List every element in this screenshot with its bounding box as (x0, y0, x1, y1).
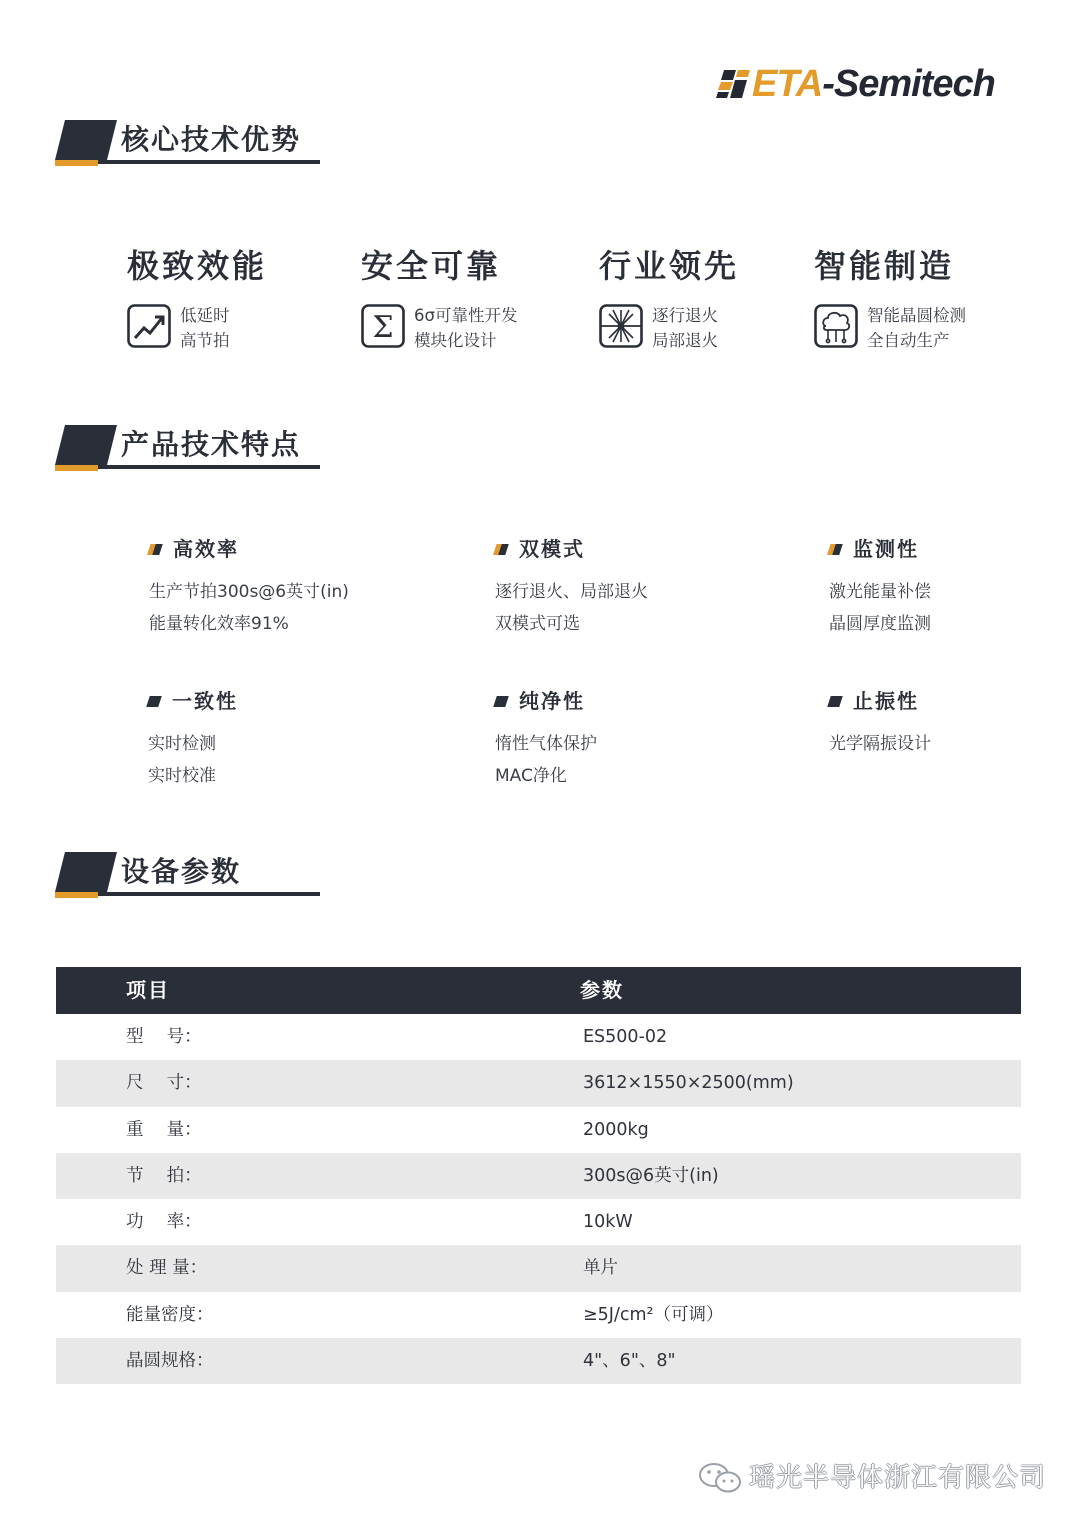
bullet-icon (146, 696, 162, 707)
feature-line: 激光能量补偿 (829, 582, 931, 602)
trend-chart-icon (127, 304, 171, 348)
watermark-text: 瑶光半导体浙江有限公司 (749, 1463, 1047, 1493)
row-key: 尺 寸： (126, 1073, 202, 1094)
feature-line: 能量转化效率91% (149, 614, 289, 634)
advantage-line: 局部退火 (652, 331, 718, 350)
bullet-icon (493, 544, 509, 555)
advantage-line: 模块化设计 (414, 331, 497, 350)
advantage-item (127, 238, 367, 350)
header-block-icon (55, 852, 117, 892)
header-underline-accent (55, 465, 98, 471)
advantage-title: 安全可靠 (361, 247, 502, 285)
section-title: 设备参数 (121, 855, 242, 888)
row-value: 3612×1550×2500(mm) (583, 1073, 794, 1094)
section-header-params (55, 852, 321, 902)
feature-line: 实时检测 (148, 734, 216, 754)
smart-chip-icon (814, 304, 858, 348)
advantage-line: 智能晶圆检测 (867, 306, 966, 325)
feature-title: 监测性 (853, 537, 919, 561)
feature-item (495, 534, 795, 640)
logo-mark-icon (716, 68, 752, 100)
section-header-core (55, 120, 321, 170)
wechat-watermark (697, 1458, 1057, 1498)
feature-title: 高效率 (173, 537, 239, 561)
table-row (56, 1153, 1021, 1199)
table-row (56, 1199, 1021, 1245)
feature-title: 纯净性 (519, 689, 585, 713)
feature-item (148, 686, 448, 792)
row-value: 2000kg (583, 1119, 649, 1140)
table-row (56, 1014, 1021, 1060)
section-title: 产品技术特点 (121, 428, 302, 461)
table-row (56, 1338, 1021, 1384)
header-underline-accent (55, 160, 98, 166)
spec-table (56, 967, 1021, 1384)
company-logo (712, 62, 1032, 106)
feature-line: 晶圆厚度监测 (829, 614, 931, 634)
advantage-line: 高节拍 (180, 331, 230, 350)
laser-burst-icon (599, 304, 643, 348)
row-key: 重 量： (126, 1119, 202, 1140)
row-key: 节 拍： (126, 1165, 202, 1186)
row-key: 晶圆规格： (126, 1351, 214, 1372)
column-header-param: 参数 (580, 978, 624, 1002)
row-value: 10kW (583, 1212, 633, 1233)
feature-line: 光学隔振设计 (829, 734, 931, 754)
advantage-title: 行业领先 (599, 247, 740, 285)
advantage-line: 低延时 (180, 306, 230, 325)
row-value: ES500-02 (583, 1027, 668, 1047)
row-value: ≥5J/cm²（可调） (583, 1304, 724, 1325)
logo-semitech: Semitech (833, 63, 995, 105)
header-underline-accent (55, 892, 98, 898)
header-block-icon (55, 120, 117, 160)
feature-line: 生产节拍300s@6英寸(in) (149, 582, 349, 602)
feature-item (829, 686, 1080, 760)
sigma-icon (361, 304, 405, 348)
feature-line: 实时校准 (148, 766, 216, 786)
header-block-icon (55, 425, 117, 465)
bullet-icon (147, 544, 163, 555)
row-key: 处 理 量： (126, 1258, 208, 1279)
advantage-title: 智能制造 (814, 247, 955, 285)
feature-title: 止振性 (853, 689, 919, 713)
advantage-line: 6σ可靠性开发 (414, 306, 518, 325)
bullet-icon (827, 696, 843, 707)
row-key: 型 号： (126, 1027, 202, 1047)
bullet-icon (827, 544, 843, 555)
feature-item (829, 534, 1080, 640)
feature-line: 逐行退火、局部退火 (495, 582, 648, 602)
row-key: 能量密度： (126, 1304, 214, 1325)
column-header-item: 项目 (126, 978, 170, 1002)
logo-eta: ETA (752, 63, 823, 105)
feature-title: 一致性 (172, 689, 238, 713)
row-key: 功 率： (126, 1212, 202, 1233)
advantage-item (814, 238, 1054, 350)
advantage-line: 全自动生产 (867, 331, 950, 350)
advantage-item (599, 238, 839, 350)
section-header-product (55, 425, 321, 475)
table-row (56, 1292, 1021, 1338)
logo-dash: - (822, 63, 834, 105)
table-row (56, 1060, 1021, 1106)
advantage-item (361, 238, 601, 350)
table-row (56, 1245, 1021, 1291)
advantage-title: 极致效能 (127, 247, 268, 285)
advantage-line: 逐行退火 (652, 306, 718, 325)
svg-text:Σ: Σ (372, 310, 394, 345)
row-value: 4"、6"、8" (583, 1351, 676, 1372)
wechat-icon (697, 1460, 743, 1496)
feature-line: 双模式可选 (495, 614, 580, 634)
row-value: 单片 (583, 1258, 618, 1279)
feature-title: 双模式 (519, 537, 585, 561)
feature-line: MAC净化 (495, 766, 567, 786)
feature-item (149, 534, 449, 640)
bullet-icon (493, 696, 509, 707)
row-value: 300s@6英寸(in) (583, 1165, 719, 1186)
feature-item (495, 686, 795, 792)
section-title: 核心技术优势 (121, 123, 302, 156)
feature-line: 惰性气体保护 (495, 734, 597, 754)
table-header (56, 967, 1021, 1014)
table-row (56, 1107, 1021, 1153)
